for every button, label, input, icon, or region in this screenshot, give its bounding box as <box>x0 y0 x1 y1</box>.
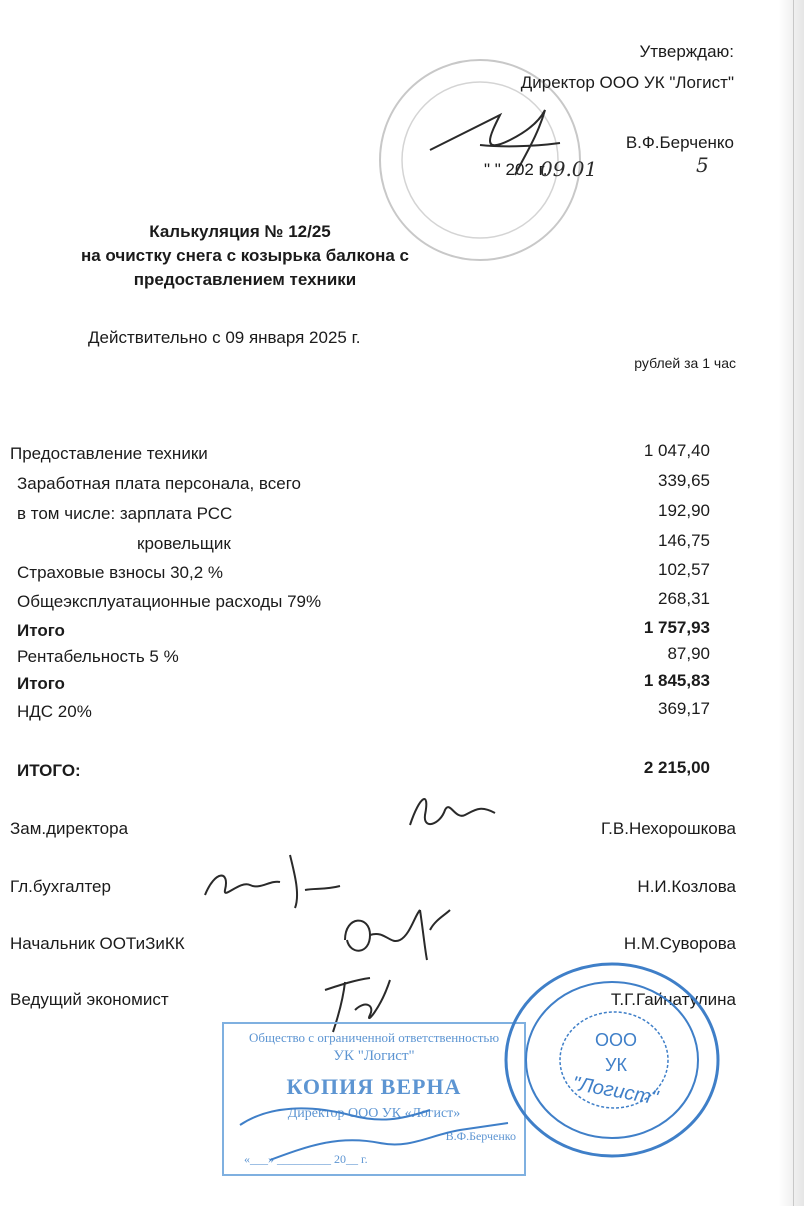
row-value: 369,17 <box>658 699 710 718</box>
total-value: 2 215,00 <box>643 758 710 777</box>
row-value: 339,65 <box>658 471 710 490</box>
signer-name: Т.Г.Гайнатулина <box>610 990 736 1009</box>
signer-name: Н.М.Суворова <box>623 934 736 953</box>
seal-center-2: УК <box>605 1055 627 1075</box>
approval-position: Директор ООО УК "Логист" <box>520 73 734 92</box>
row-label: Предоставление техники <box>10 444 208 463</box>
doc-subtitle-2: предоставлением техники <box>133 270 357 289</box>
copy-stamp-signature <box>230 1065 510 1175</box>
approval-title: Утверждаю: <box>639 42 734 61</box>
director-signature <box>420 95 590 185</box>
handwritten-year: 5 <box>696 153 709 177</box>
doc-title: Калькуляция № 12/25 <box>149 222 331 241</box>
row-label: кровельщик <box>137 534 231 553</box>
row-label: Заработная плата персонала, всего <box>17 474 301 493</box>
row-label: Рентабельность 5 % <box>17 647 179 666</box>
accountant-signature <box>195 850 345 910</box>
row-value: 192,90 <box>658 501 710 520</box>
total-label: ИТОГО: <box>17 761 81 780</box>
signer-role: Зам.директора <box>10 819 129 838</box>
approval-date-line: " " 202 г. <box>484 160 548 179</box>
row-value: 146,75 <box>658 531 710 550</box>
copy-stamp-title: КОПИЯ ВЕРНА <box>286 1074 462 1099</box>
copy-stamp-line1: Общество с ограниченной ответственностью <box>248 1030 500 1045</box>
signer-role: Гл.бухгалтер <box>10 877 111 896</box>
copy-stamp-line5: В.Ф.Берченко <box>445 1129 516 1143</box>
seal-center-1: ООО <box>594 1030 637 1050</box>
units-label: рублей за 1 час <box>634 355 736 371</box>
copy-stamp-line6: «___» _________ 20__ г. <box>244 1152 368 1166</box>
signer-role: Ведущий экономист <box>10 990 169 1009</box>
row-label: Общеэксплуатационные расходы 79% <box>17 592 322 611</box>
valid-from: Действительно с 09 января 2025 г. <box>88 328 361 347</box>
signer-role: Начальник ООТиЗиКК <box>10 934 185 953</box>
row-value: 1 047,40 <box>643 441 710 460</box>
doc-subtitle-1: на очистку снега с козырька балкона с <box>80 246 410 265</box>
copy-stamp-line2: УК "Логист" <box>333 1048 415 1064</box>
row-label: в том числе: зарплата РСС <box>17 504 233 523</box>
row-value: 87,90 <box>667 644 710 663</box>
copy-stamp-line4: Директор ООО УК «Логист» <box>287 1106 461 1121</box>
row-label: НДС 20% <box>17 702 92 721</box>
scan-edge-shadow <box>778 0 804 1206</box>
row-value: 1 845,83 <box>643 671 710 690</box>
row-label: Итого <box>17 621 65 640</box>
signer-name: Г.В.Нехорошкова <box>601 819 736 838</box>
approval-name: В.Ф.Берченко <box>625 133 734 152</box>
head-signature <box>335 900 455 965</box>
deputy-signature <box>405 785 500 835</box>
signer-name: Н.И.Козлова <box>637 877 736 896</box>
scan-edge-line <box>793 0 794 1206</box>
seal-center-3: "Логист" <box>570 1072 660 1110</box>
row-value: 268,31 <box>658 589 710 608</box>
handwritten-date: 09.01 <box>540 157 598 181</box>
row-label: Итого <box>17 674 65 693</box>
row-value: 102,57 <box>658 560 710 579</box>
row-value: 1 757,93 <box>643 618 710 637</box>
row-label: Страховые взносы 30,2 % <box>17 563 224 582</box>
